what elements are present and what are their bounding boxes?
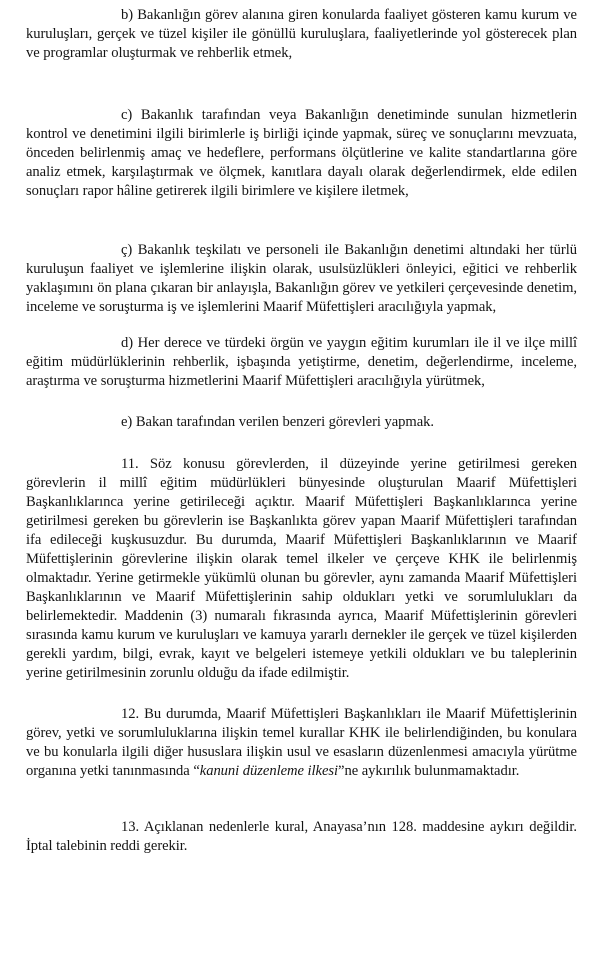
paragraph-cc: [26, 241, 577, 317]
paragraph-11-text: 11. Söz konusu görevlerden, il düzeyinde yerine getirilmesi gereken görevlerin il millî eğitim müdürlükleri bünyesinde oluşturulan Maarif Müfettişleri Başkanlıklarınca yerine getirileceği açıktır. Maarif Müfettişleri Başkanlıklarınca yerine getirilmesi gereken bu görevlerin ise Başkanlıkta görev yapan Maarif Müfettişleri tarafından ifa edileceği kuşkusuzdur. Bu durumda, Maarif Müfettişleri Başkanlıklarının ve Maarif Müfettişlerinin görevlerine ilişkin olarak temel ilkeler ve çerçeve KHK ile belirlenmiş olmaktadır. Yerine getirmekle yükümlü olunan bu görevler, aynı zamanda Maarif Müfettişleri Başkanlıklarının ve Maarif Müfettişlerinin sahip oldukları yetki ve sorumlulukları da belirlemektedir. Maddenin (3) numaralı fıkrasında ayrıca, Maarif Müfettişlerinin görevleri sırasında kamu kurum ve kuruluşları ve kamuya yararlı dernekler ile gerçek ve tüzel kişilerden gerekli yardım, bilgi, evrak, kayıt ve belgeleri istemeye yetkili oldukları ve bu taleplerinin yerine getirilmesinin zorunlu olduğu da ifade edilmiştir.: [26, 456, 577, 681]
paragraph-c: [26, 106, 577, 201]
paragraph-e: [26, 413, 577, 432]
paragraph-c-text: c) Bakanlık tarafından veya Bakanlığın denetiminde sunulan hizmetlerin kontrol ve denetimini ilgili birimlerle iş birliği içinde yapmak, süreç ve sonuçlarını mevzuata, önceden belirlenmiş amaç ve hedeflere, performans ölçütlerine ve kalite standartlarına göre analiz etmek, karşılaştırmak ve ölçmek, kanıtlara dayalı olarak değerlendirmek, elde edilen sonuçları rapor hâline getirerek ilgili birimlere ve kişilere iletmek,: [26, 107, 577, 199]
paragraph-d-text: d) Her derece ve türdeki örgün ve yaygın eğitim kurumları ile il ve ilçe millî eğitim müdürlüklerinin rehberlik, işbaşında yetiştirme, denetim, değerlendirme, inceleme, araştırma ve soruşturma hizmetlerini Maarif Müfettişleri aracılığıyla yürütmek,: [26, 335, 577, 389]
paragraph-b-text: b) Bakanlığın görev alanına giren konularda faaliyet gösteren kamu kurum ve kuruluşları, gerçek ve tüzel kişiler ile gönüllü kuruluşlara, faaliyetlerinde yol gösterecek plan ve programlar oluşturmak ve rehberlik etmek,: [26, 7, 577, 61]
paragraph-12-text-before: 12. Bu durumda, Maarif Müfettişleri Başkanlıkları ile Maarif Müfettişlerinin görev, yetki ve sorumluluklarına ilişkin temel kurallar KHK ile belirlendiğinden, bu konulara ve bu konularla ilgili diğer hususlara ilişkin usul ve esasların düzenlenmesi amacıyla yürütme organına yetki tanınmasında “: [26, 706, 577, 779]
paragraph-13-text: 13. Açıklanan nedenlerle kural, Anayasa’nın 128. maddesine aykırı değildir. İptal talebinin reddi gerekir.: [26, 819, 577, 854]
paragraph-13: [26, 818, 577, 856]
paragraph-12-italic-term: kanuni düzenleme ilkesi: [199, 763, 339, 779]
paragraph-cc-text: ç) Bakanlık teşkilatı ve personeli ile Bakanlığın denetimi altındaki her türlü kuruluşun faaliyet ve işlemlerine ilişkin olarak, usulsüzlükleri önleyici, eğitici ve rehberlik yaklaşımını ön plana çıkaran bir anlayışla, Bakanlığın görev ve yetkileri çerçevesinde denetim, inceleme ve soruşturma iş ve işlemlerini Maarif Müfettişleri aracılığıyla yapmak,: [26, 242, 577, 315]
paragraph-b: [26, 6, 577, 63]
paragraph-11: [26, 455, 577, 683]
paragraph-12-text-after: ”ne aykırılık bulunmamaktadır.: [338, 763, 520, 779]
paragraph-e-text: e) Bakan tarafından verilen benzeri görevleri yapmak.: [121, 414, 434, 430]
paragraph-d: [26, 334, 577, 391]
paragraph-12: [26, 705, 577, 781]
